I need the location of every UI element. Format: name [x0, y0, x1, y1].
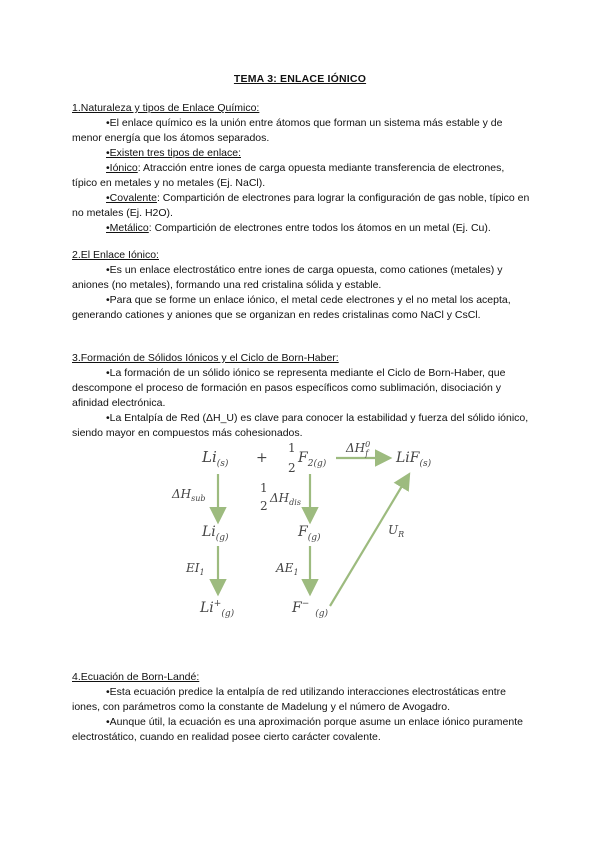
section-1-paragraph-2: •Existen tres tipos de enlace:	[106, 147, 241, 159]
delta-h-formation-label: $\Delta H^0$ f	[346, 440, 371, 458]
one-half-denominator: 2	[288, 461, 296, 475]
section-4-heading: 4.Ecuación de Born-Landé:	[72, 671, 200, 683]
li-cation-label: $Li^+_{(g)}$	[200, 599, 235, 619]
delta-h-dis-label: $\Delta H_{dis}$	[270, 491, 301, 507]
delta-h-sub-label: $\Delta H_{sub}$	[172, 487, 206, 503]
section-1-heading: 1.Naturaleza y tipos de Enlace Químico:	[72, 102, 260, 114]
section-4-paragraph-2: •Aunque útil, la ecuación es una aproximación porque asume un enlace iónico puramente electrostático, cuando en realidad posee cierto carácter covalente.	[72, 716, 523, 743]
dis-half-numerator: 1	[260, 481, 268, 495]
section-2-heading: 2.El Enlace Iónico:	[72, 249, 159, 261]
page-title: TEMA 3: ENLACE IÓNICO	[233, 73, 367, 85]
section-3-heading: 3.Formación de Sólidos Iónicos y el Ciclo de Born-Haber:	[72, 352, 339, 364]
f2-gas-label: $F_{2(g)}$	[298, 450, 327, 469]
section-2	[72, 248, 530, 323]
ionico-item	[72, 161, 530, 191]
ionico-label: •Iónico	[106, 162, 138, 174]
li-gas-label: $Li_{(g)}$	[202, 524, 229, 543]
li-solid-label: $Li_{(s)}$	[202, 448, 229, 469]
section-4	[72, 670, 530, 745]
lattice-energy-arrow	[330, 476, 408, 606]
dis-half-denominator: 2	[260, 499, 268, 513]
section-1	[72, 101, 530, 236]
metalico-text: : Compartición de electrones entre todos los átomos en un metal (Ej. Cu).	[148, 222, 491, 234]
metalico-label: •Metálico	[106, 222, 149, 234]
section-4-paragraph-1: •Esta ecuación predice la entalpía de red utilizando interacciones electrostáticas entre iones, con parámetros como la constante de Madelung y el número de Avogadro.	[72, 686, 506, 713]
covalente-label: •Covalente	[106, 192, 157, 204]
section-2-paragraph-1: •Es un enlace electrostático entre iones de carga opuesta, como cationes (metales) y aniones (no metales), formando una red cristalina sólida y estable.	[72, 264, 503, 291]
electron-affinity-label: $AE_1$	[276, 561, 299, 577]
covalente-item	[72, 191, 530, 221]
lattice-energy-label: $U_R$	[388, 523, 405, 539]
born-haber-diagram	[150, 436, 450, 626]
ionization-energy-label: $EI_1$	[186, 561, 205, 577]
f-anion-label: $F^-_{(g)}$	[292, 599, 329, 619]
covalente-text: : Compartición de electrones para lograr la configuración de gas noble, típico en no metales (Ej. H2O).	[72, 192, 530, 219]
lif-solid-label: LiF$_{(s)}$	[396, 450, 432, 469]
metalico-item	[72, 221, 530, 236]
ionico-text: : Atracción entre iones de carga opuesta mediante transferencia de electrones, típico en metales y no metales (Ej. NaCl).	[72, 162, 505, 189]
section-3-paragraph-2: •La Entalpía de Red (ΔH_U) es clave para conocer la estabilidad y fuerza del sólido iónico, siendo mayor en compuestos más cohesionados.	[72, 412, 529, 439]
one-half-numerator: 1	[288, 441, 296, 455]
section-1-paragraph-1: •El enlace químico es la unión entre átomos que forman un sistema más estable y de menor energía que los átomos separados.	[72, 117, 503, 144]
f-gas-label: $F_{(g)}$	[298, 524, 321, 543]
section-3-paragraph-1: •La formación de un sólido iónico se representa mediante el Ciclo de Born-Haber, que descompone el proceso de formación en pasos específicos como sublimación, disociación y afinidad electrónica.	[72, 367, 506, 409]
section-3	[72, 351, 530, 441]
section-2-paragraph-2: •Para que se forme un enlace iónico, el metal cede electrones y el no metal los acepta, generando cationes y aniones que se organizan en redes cristalinas como NaCl y CsCl.	[72, 294, 511, 321]
plus-sign: +	[256, 450, 268, 466]
